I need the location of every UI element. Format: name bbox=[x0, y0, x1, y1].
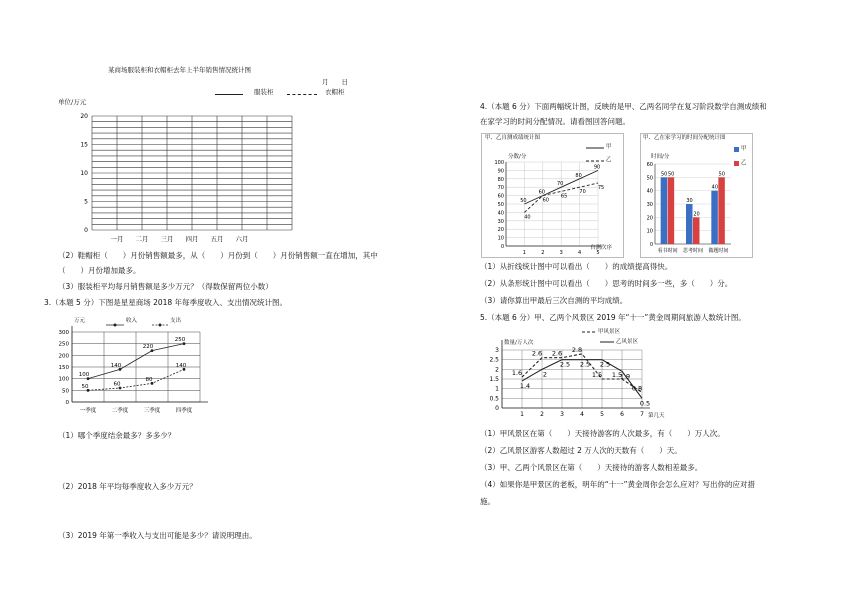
data-label: 60 bbox=[538, 189, 545, 196]
chart1-unit: 单位/万元 bbox=[58, 98, 87, 106]
data-label: 65 bbox=[561, 193, 568, 200]
data-label: 60 bbox=[542, 197, 549, 204]
q5-3-text: （3）甲、乙两个风景区在第（ ）天接待的游客人数相差最多。 bbox=[480, 463, 703, 472]
x-tick-label: 思考时间 bbox=[682, 248, 704, 254]
bar-b bbox=[693, 217, 700, 244]
y-tick-label: 0 bbox=[649, 242, 653, 248]
y-tick-label: 50 bbox=[62, 388, 69, 395]
data-label: 70 bbox=[579, 189, 586, 196]
x-tick-label: 四月 bbox=[185, 235, 199, 243]
bar-a bbox=[711, 191, 718, 244]
bar-a bbox=[661, 177, 668, 244]
y-tick-label: 250 bbox=[58, 341, 69, 348]
legend-dashed-line bbox=[287, 94, 317, 95]
data-label: 250 bbox=[174, 337, 186, 344]
data-label: 40 bbox=[711, 184, 719, 191]
data-label: 60 bbox=[113, 381, 121, 388]
y-tick-label: 30 bbox=[646, 202, 653, 208]
y-tick-label: 0 bbox=[65, 400, 69, 406]
data-label: 1.4 bbox=[519, 381, 531, 390]
q3-3-text: （3）2019 年第一季收入与支出可能是多少？请说明理由。 bbox=[58, 531, 257, 540]
chart4-title: 甲、乙在家学习的时间分配统计图 bbox=[643, 135, 726, 141]
x-tick-label: 7 bbox=[640, 411, 644, 418]
y-tick-label: 1 bbox=[495, 385, 499, 393]
data-label: 2.5 bbox=[559, 360, 571, 369]
chart3-ylabel: 分数/分 bbox=[508, 154, 527, 160]
y-tick-label: 10 bbox=[80, 170, 88, 177]
q4-2-text: （2）从条形统计图中可以看出（ ）思考的时间多一些，多（ ）分。 bbox=[480, 279, 733, 288]
x-tick-label: 五月 bbox=[210, 235, 224, 243]
q3-title: 3.（本题 5 分）下图是星星商场 2018 年每季度收入、支出情况统计图。 bbox=[44, 298, 288, 307]
y-tick-label: 2 bbox=[495, 366, 499, 374]
chart1-grid bbox=[70, 108, 310, 248]
chart4-panel bbox=[640, 133, 753, 258]
data-label: 50 bbox=[660, 171, 668, 178]
legend-b-swatch bbox=[734, 161, 739, 166]
chart1-title: 某商场服装柜和衣帽柜去年上半年销售情况统计图 bbox=[108, 66, 251, 74]
q3-1-text: （1）哪个季度结余最多？多多少？ bbox=[58, 431, 176, 440]
chart3-title: 甲、乙自测成绩统计图 bbox=[485, 135, 541, 141]
x-tick-label: 1 bbox=[522, 250, 526, 256]
q4-3-text: （3）请你算出甲最后三次自测的平均成绩。 bbox=[480, 296, 628, 305]
y-tick-label: 80 bbox=[497, 176, 504, 183]
bar-b bbox=[718, 177, 725, 244]
data-label: 2 bbox=[542, 370, 548, 379]
chart3-panel bbox=[481, 133, 624, 258]
x-tick-label: 做题时间 bbox=[708, 248, 729, 254]
chart5-ylabel: 数量/万人次 bbox=[504, 340, 534, 346]
data-label: 0.5 bbox=[639, 399, 651, 408]
q4-1-text: （1）从折线统计图中可以看出（ ）的成绩提高得快。 bbox=[480, 262, 673, 271]
data-label: 70 bbox=[557, 181, 564, 188]
y-tick-label: 50 bbox=[646, 175, 653, 182]
bar-a bbox=[686, 204, 693, 244]
data-label: 50 bbox=[718, 171, 726, 178]
x-tick-label: 6 bbox=[620, 411, 624, 418]
y-tick-label: 2.5 bbox=[489, 356, 499, 364]
chart4 bbox=[641, 134, 752, 257]
y-tick-label: 20 bbox=[80, 113, 88, 120]
q5-title: 5.（本题 6 分）甲、乙两个风景区 2019 年“十一”黄金周期间旅游人数统计图。 bbox=[480, 313, 746, 322]
chart3-legend-a: 甲 bbox=[606, 144, 612, 150]
data-label: 80 bbox=[575, 172, 582, 179]
data-label: 140 bbox=[175, 362, 187, 369]
x-tick-label: 2 bbox=[541, 250, 545, 256]
x-tick-label: 二季度 bbox=[111, 408, 129, 414]
x-tick-label: 四季度 bbox=[175, 408, 193, 414]
x-tick-label: 看书时间 bbox=[657, 248, 678, 254]
y-tick-label: 15 bbox=[80, 141, 88, 149]
data-label: 1.5 bbox=[591, 371, 603, 379]
y-tick-label: 1.5 bbox=[489, 376, 499, 383]
legend-income-marker bbox=[114, 324, 117, 327]
y-tick-label: 10 bbox=[646, 228, 653, 235]
x-tick-label: 二月 bbox=[135, 235, 149, 243]
chart5-legend-b: 乙风景区 bbox=[616, 339, 639, 345]
bar-b bbox=[668, 177, 675, 244]
chart2-unit: 万元 bbox=[74, 318, 86, 324]
x-tick-label: 1 bbox=[520, 411, 524, 418]
chart4-ylabel: 时间/分 bbox=[651, 154, 670, 160]
data-label: 50 bbox=[520, 198, 527, 204]
legend-solid-line bbox=[215, 94, 243, 95]
y-tick-label: 90 bbox=[497, 168, 504, 175]
data-label: 50 bbox=[667, 171, 675, 178]
x-tick-label: 4 bbox=[580, 411, 584, 418]
chart3-xlabel: 自测次序 bbox=[590, 245, 613, 251]
y-tick-label: 10 bbox=[497, 235, 504, 242]
chart4-legend-b: 乙 bbox=[741, 160, 747, 166]
x-tick-label: 三月 bbox=[160, 235, 174, 243]
chart2-legend-expense: 支出 bbox=[170, 318, 182, 324]
data-label: 140 bbox=[110, 362, 122, 369]
y-tick-label: 20 bbox=[497, 227, 504, 234]
y-tick-label: 0 bbox=[500, 244, 504, 250]
y-tick-label: 20 bbox=[646, 215, 653, 222]
q2-1-text: （2）鞋帽柜（ ）月份销售额最多，从（ ）月份到（ ）月份销售额一直在增加，其中 bbox=[58, 251, 378, 260]
x-tick-label: 一月 bbox=[110, 235, 124, 243]
y-tick-label: 70 bbox=[497, 185, 504, 192]
data-label: 75 bbox=[597, 185, 605, 191]
x-tick-label: 3 bbox=[560, 411, 564, 418]
x-tick-label: 5 bbox=[600, 411, 604, 418]
y-tick-label: 40 bbox=[646, 188, 653, 195]
y-tick-label: 0 bbox=[495, 405, 499, 412]
y-tick-label: 50 bbox=[497, 202, 504, 208]
chart2 bbox=[42, 312, 212, 416]
chart3 bbox=[482, 134, 623, 257]
legend-expense-marker bbox=[159, 324, 162, 327]
y-tick-label: 3 bbox=[495, 347, 499, 354]
data-label: 90 bbox=[593, 164, 601, 171]
legend-solid-label: 服装柜 bbox=[254, 88, 274, 96]
q3-2-text: （2）2018 年平均每季度收入多少万元？ bbox=[58, 482, 197, 491]
y-tick-label: 150 bbox=[58, 365, 69, 371]
y-tick-label: 200 bbox=[58, 353, 69, 360]
data-label: 1.6 bbox=[511, 369, 523, 378]
q5-4-text: （4）如果你是甲景区的老板，明年的“十一”黄金周你会怎么应对？写出你的应对措 bbox=[480, 480, 756, 489]
q5-1-text: （1）甲风景区在第（ ）天接待游客的人次最多，有（ ）万人次。 bbox=[480, 429, 725, 438]
data-label: 100 bbox=[78, 372, 90, 379]
q4-title2: 在家学习的时间分配情况。请看图回答问题。 bbox=[480, 117, 630, 126]
x-tick-label: 六月 bbox=[235, 235, 249, 243]
y-tick-label: 300 bbox=[58, 330, 69, 336]
legend-a-swatch bbox=[734, 147, 739, 152]
data-label: 1.5 bbox=[611, 371, 623, 379]
x-tick-label: 三季度 bbox=[143, 408, 161, 414]
data-label: 2.6 bbox=[551, 349, 563, 358]
data-label: 0.8 bbox=[631, 384, 643, 393]
data-label: 2.6 bbox=[531, 349, 543, 358]
x-tick-label: 3 bbox=[559, 250, 563, 256]
data-label: 220 bbox=[142, 344, 154, 351]
chart1-date: 月 日 bbox=[322, 78, 348, 86]
data-label: 2.5 bbox=[579, 360, 591, 369]
data-label: 40 bbox=[524, 214, 531, 221]
q5-2-text: （2）乙风景区游客人数超过 2 万人次的天数有（ ）天。 bbox=[480, 446, 682, 455]
x-tick-label: 2 bbox=[540, 411, 544, 418]
y-tick-label: 0 bbox=[84, 227, 88, 234]
data-label: 1.9 bbox=[619, 372, 631, 381]
y-tick-label: 100 bbox=[58, 376, 69, 383]
y-tick-label: 60 bbox=[497, 193, 504, 200]
y-tick-label: 0.5 bbox=[489, 395, 499, 403]
legend-dashed-label: 衣帽柜 bbox=[325, 88, 345, 96]
y-tick-label: 5 bbox=[84, 198, 88, 206]
x-tick-label: 5 bbox=[596, 250, 600, 256]
q4-title: 4.（本题 6 分）下面两幅统计图，反映的是甲、乙两名同学在复习阶段数学自测成绩和 bbox=[480, 102, 767, 111]
chart5-legend-a: 甲风景区 bbox=[598, 329, 621, 335]
y-tick-label: 60 bbox=[646, 162, 653, 168]
y-tick-label: 100 bbox=[494, 160, 504, 166]
data-label: 30 bbox=[686, 198, 693, 204]
q2-2-text: （3）服装柜平均每月销售额是多少万元？（得数保留两位小数） bbox=[58, 282, 273, 291]
chart2-legend-income: 收入 bbox=[126, 318, 138, 324]
chart4-legend-a: 甲 bbox=[741, 146, 747, 152]
x-tick-label: 一季度 bbox=[79, 408, 97, 414]
q2-1b-text: （ ）月份增加最多。 bbox=[58, 266, 141, 275]
q5-4b-text: 施。 bbox=[480, 497, 495, 506]
data-label: 50 bbox=[81, 383, 89, 390]
x-tick-label: 4 bbox=[578, 250, 582, 256]
y-tick-label: 40 bbox=[497, 210, 504, 217]
chart3-legend-b: 乙 bbox=[606, 157, 612, 163]
data-label: 20 bbox=[693, 211, 700, 218]
data-label: 2.5 bbox=[599, 360, 611, 369]
chart5-xlabel: 第几天 bbox=[648, 413, 665, 419]
data-label: 80 bbox=[145, 376, 153, 383]
y-tick-label: 30 bbox=[497, 218, 504, 225]
data-label: 2.8 bbox=[571, 345, 583, 354]
